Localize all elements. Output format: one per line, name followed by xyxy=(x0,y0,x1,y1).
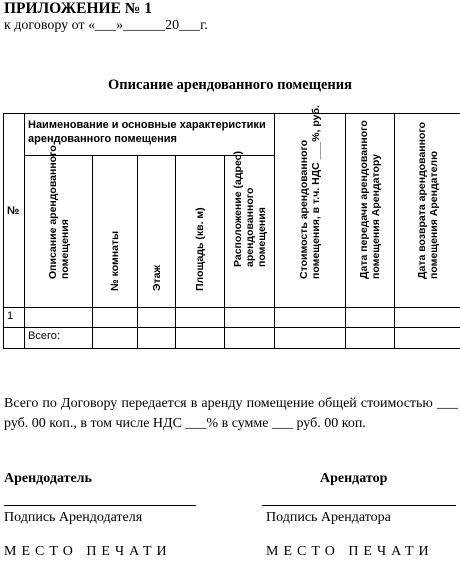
landlord-signature-caption: Подпись Арендодателя xyxy=(4,510,143,525)
group-header: Наименование и основные характеристики арендованного помещения xyxy=(25,114,275,156)
stamp-place-right: МЕСТО ПЕЧАТИ xyxy=(266,544,434,559)
return-date-header-text: Дата возврата арендованного помещения Арендателю xyxy=(416,121,440,279)
total-paragraph: Всего по Договору передается в аренду помещение общей стоимостью ___ руб. 00 коп., в том числе НДС ___% в сумме ___ руб. 00 коп. xyxy=(4,396,458,431)
return-date-header xyxy=(395,114,460,308)
subheader-description-text: Описание арендованного помещения xyxy=(46,145,71,279)
cost-header xyxy=(275,105,346,308)
appendix-title: ПРИЛОЖЕНИЕ № 1 xyxy=(4,0,152,17)
landlord-signature-line xyxy=(4,505,196,506)
transfer-date-header xyxy=(346,114,395,308)
subheader-location-text: Расположение (адрес) арендованного помещения xyxy=(231,151,268,267)
row-label: Всего: xyxy=(25,328,93,349)
premises-table xyxy=(3,105,460,349)
row-number xyxy=(4,328,25,349)
transfer-date-header-text: Дата передачи арендованного помещения Арендатору xyxy=(358,120,382,279)
table-row xyxy=(4,308,460,328)
tenant-signature-line xyxy=(262,505,456,506)
subheader-area-text: Площадь (кв. м) xyxy=(194,207,206,291)
contract-reference: к договору от «___»______20___г. xyxy=(4,18,208,33)
row-label xyxy=(25,308,93,328)
landlord-label: Арендодатель xyxy=(4,471,92,486)
subheader-description xyxy=(25,145,93,308)
subheader-area xyxy=(176,156,225,308)
table-total-row xyxy=(4,328,460,349)
stamp-place-left: МЕСТО ПЕЧАТИ xyxy=(4,544,172,559)
cost-header-text: Стоимость арендованного помещения, в т.ч. НДС ___%, руб. xyxy=(298,105,322,279)
table-title: Описание арендованного помещения xyxy=(108,77,352,93)
subheader-floor-text: Этаж xyxy=(150,265,163,291)
subheader-floor xyxy=(138,156,176,308)
tenant-label: Арендатор xyxy=(320,471,388,486)
subheader-location xyxy=(225,151,275,308)
row-number: 1 xyxy=(4,308,25,328)
tenant-signature-caption: Подпись Арендатора xyxy=(266,510,391,525)
subheader-room-text: № комнаты xyxy=(109,230,121,291)
number-column-header: № xyxy=(4,114,25,308)
subheader-room xyxy=(93,156,138,308)
